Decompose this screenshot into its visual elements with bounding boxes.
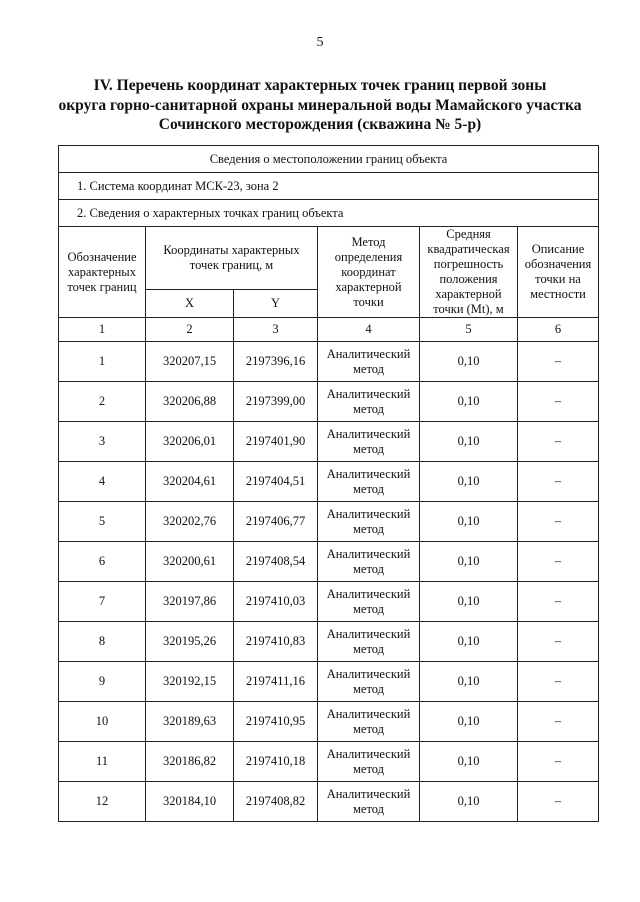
x-coordinate-cell: 320197,86 <box>146 582 234 622</box>
point-number-cell: 7 <box>59 582 146 622</box>
error-cell: 0,10 <box>420 542 518 582</box>
error-cell: 0,10 <box>420 782 518 822</box>
description-cell: – <box>518 502 599 542</box>
x-coordinate-cell: 320195,26 <box>146 622 234 662</box>
title-line-1: IV. Перечень координат характерных точек границ первой зоны <box>93 77 547 94</box>
y-coordinate-cell: 2197399,00 <box>234 382 318 422</box>
header-error: Средняя квадратическая погрешность положения характерной точки (Mt), м <box>420 227 518 318</box>
x-coordinate-cell: 320192,15 <box>146 662 234 702</box>
error-cell: 0,10 <box>420 422 518 462</box>
error-cell: 0,10 <box>420 462 518 502</box>
coord-system-row: 1. Система координат МСК-23, зона 2 <box>59 173 599 200</box>
y-coordinate-cell: 2197408,82 <box>234 782 318 822</box>
table-row <box>59 582 599 622</box>
column-number: 6 <box>518 318 599 342</box>
points-info-row: 2. Сведения о характерных точках границ объекта <box>59 200 599 227</box>
method-cell: Аналитический метод <box>318 622 420 662</box>
header-designation: Обозначение характерных точек границ <box>59 227 146 318</box>
y-coordinate-cell: 2197404,51 <box>234 462 318 502</box>
table-row <box>59 782 599 822</box>
method-cell: Аналитический метод <box>318 502 420 542</box>
x-coordinate-cell: 320206,88 <box>146 382 234 422</box>
method-cell: Аналитический метод <box>318 342 420 382</box>
description-cell: – <box>518 582 599 622</box>
description-cell: – <box>518 622 599 662</box>
header-x: X <box>146 289 234 317</box>
method-cell: Аналитический метод <box>318 382 420 422</box>
x-coordinate-cell: 320206,01 <box>146 422 234 462</box>
y-coordinate-cell: 2197410,95 <box>234 702 318 742</box>
table-row <box>59 422 599 462</box>
header-description: Описание обозначения точки на местности <box>518 227 599 318</box>
method-cell: Аналитический метод <box>318 582 420 622</box>
table-row <box>59 502 599 542</box>
point-number-cell: 3 <box>59 422 146 462</box>
x-coordinate-cell: 320202,76 <box>146 502 234 542</box>
point-number-cell: 8 <box>59 622 146 662</box>
error-cell: 0,10 <box>420 702 518 742</box>
title-line-3: Сочинского месторождения (скважина № 5-р) <box>158 116 482 133</box>
point-number-cell: 9 <box>59 662 146 702</box>
table-row <box>59 662 599 702</box>
description-cell: – <box>518 662 599 702</box>
method-cell: Аналитический метод <box>318 462 420 502</box>
column-number: 2 <box>146 318 234 342</box>
column-number: 1 <box>59 318 146 342</box>
point-number-cell: 5 <box>59 502 146 542</box>
method-cell: Аналитический метод <box>318 422 420 462</box>
title-line-2: округа горно-санитарной охраны минеральной воды Мамайского участка <box>58 96 582 114</box>
header-coordinates: Координаты характерных точек границ, м <box>146 227 318 290</box>
error-cell: 0,10 <box>420 582 518 622</box>
column-number: 4 <box>318 318 420 342</box>
description-cell: – <box>518 422 599 462</box>
description-cell: – <box>518 702 599 742</box>
point-number-cell: 4 <box>59 462 146 502</box>
coordinates-table <box>58 145 599 822</box>
section-header: Сведения о местоположении границ объекта <box>59 146 599 173</box>
method-cell: Аналитический метод <box>318 702 420 742</box>
method-cell: Аналитический метод <box>318 782 420 822</box>
description-cell: – <box>518 342 599 382</box>
error-cell: 0,10 <box>420 502 518 542</box>
header-y: Y <box>234 289 318 317</box>
column-number: 5 <box>420 318 518 342</box>
table-row <box>59 342 599 382</box>
method-cell: Аналитический метод <box>318 742 420 782</box>
y-coordinate-cell: 2197410,18 <box>234 742 318 782</box>
y-coordinate-cell: 2197410,83 <box>234 622 318 662</box>
column-number: 3 <box>234 318 318 342</box>
error-cell: 0,10 <box>420 622 518 662</box>
point-number-cell: 10 <box>59 702 146 742</box>
x-coordinate-cell: 320207,15 <box>146 342 234 382</box>
error-cell: 0,10 <box>420 382 518 422</box>
y-coordinate-cell: 2197408,54 <box>234 542 318 582</box>
x-coordinate-cell: 320200,61 <box>146 542 234 582</box>
table-row <box>59 702 599 742</box>
table-row <box>59 382 599 422</box>
coordinates-table-body <box>59 146 599 822</box>
page-number: 5 <box>316 35 324 50</box>
point-number-cell: 6 <box>59 542 146 582</box>
document-title <box>40 76 600 135</box>
point-number-cell: 12 <box>59 782 146 822</box>
x-coordinate-cell: 320204,61 <box>146 462 234 502</box>
point-number-cell: 11 <box>59 742 146 782</box>
description-cell: – <box>518 742 599 782</box>
error-cell: 0,10 <box>420 342 518 382</box>
y-coordinate-cell: 2197396,16 <box>234 342 318 382</box>
x-coordinate-cell: 320184,10 <box>146 782 234 822</box>
description-cell: – <box>518 542 599 582</box>
description-cell: – <box>518 382 599 422</box>
method-cell: Аналитический метод <box>318 662 420 702</box>
point-number-cell: 1 <box>59 342 146 382</box>
point-number-cell: 2 <box>59 382 146 422</box>
y-coordinate-cell: 2197411,16 <box>234 662 318 702</box>
table-row <box>59 622 599 662</box>
x-coordinate-cell: 320186,82 <box>146 742 234 782</box>
table-row <box>59 542 599 582</box>
x-coordinate-cell: 320189,63 <box>146 702 234 742</box>
table-row <box>59 742 599 782</box>
column-number-row <box>59 318 599 342</box>
y-coordinate-cell: 2197410,03 <box>234 582 318 622</box>
description-cell: – <box>518 782 599 822</box>
method-cell: Аналитический метод <box>318 542 420 582</box>
table-row <box>59 462 599 502</box>
error-cell: 0,10 <box>420 662 518 702</box>
description-cell: – <box>518 462 599 502</box>
header-method: Метод определения координат характерной точки <box>318 227 420 318</box>
y-coordinate-cell: 2197401,90 <box>234 422 318 462</box>
error-cell: 0,10 <box>420 742 518 782</box>
y-coordinate-cell: 2197406,77 <box>234 502 318 542</box>
